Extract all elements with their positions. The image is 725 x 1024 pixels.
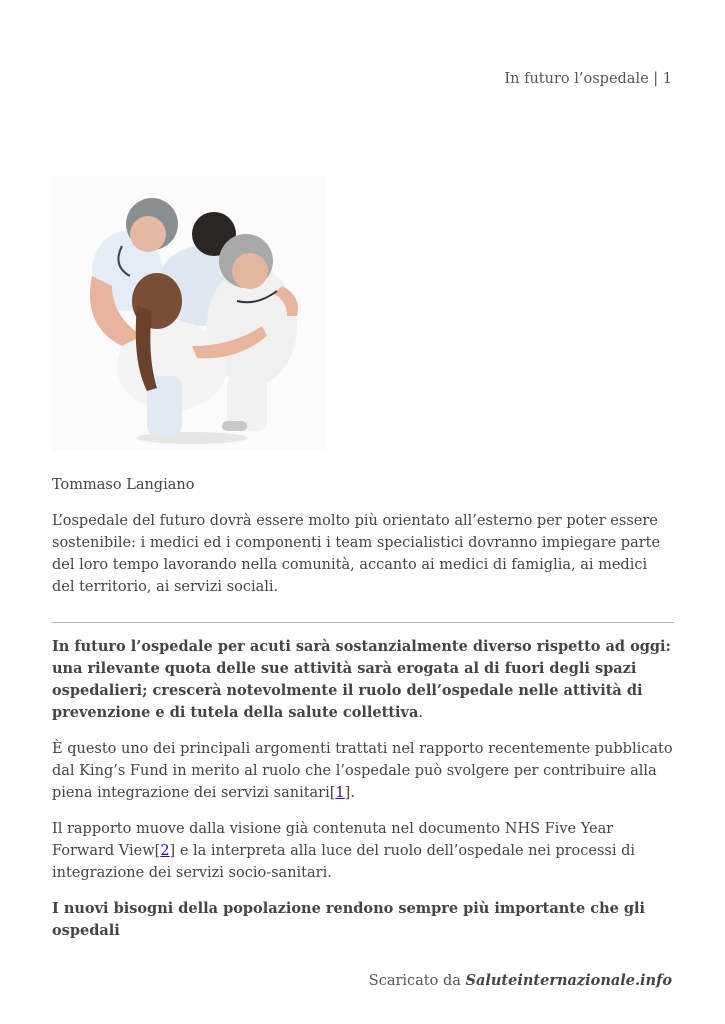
page-footer bbox=[369, 972, 672, 989]
paragraph-nhs-text: Il rapporto muove dalla visione già contenuta nel documento NHS Five Year Forward View[ bbox=[52, 821, 614, 859]
footer-prefix: Scaricato da bbox=[368, 973, 466, 989]
running-header: In futuro l’ospedale | 1 bbox=[504, 71, 672, 87]
doctors-circle-photo bbox=[52, 176, 327, 451]
article-body bbox=[52, 474, 674, 956]
lead-end: . bbox=[418, 705, 423, 721]
section-divider bbox=[52, 622, 674, 623]
paragraph-kings-fund-text: È questo uno dei principali argomenti trattati nel rapporto recentemente pubblicato dal King’s Fund in merito al ruolo che l’ospedale può svolgere per contribuire alla piena integrazione dei servizi sanitari[ bbox=[52, 741, 673, 801]
lead-bold-text: In futuro l’ospedale per acuti sarà sostanzialmente diverso rispetto ad oggi: una rilevante quota delle sue attività sarà erogata al di fuori degli spazi ospedalieri; crescerà notevolmente il ruolo dell’ospedale nelle attività di prevenzione e di tutela della salute collettiva bbox=[52, 638, 671, 721]
intro-paragraph: L’ospedale del futuro dovrà essere molto più orientato all’esterno per poter essere sostenibile: i medici ed i componenti i team specialistici dovranno impiegare parte del loro tempo lavorando nella comunità, accanto ai medici di famiglia, ai medici del territorio, ai servizi sociali. bbox=[52, 513, 661, 595]
footnote-link-1[interactable]: 1 bbox=[335, 785, 345, 801]
footer-site-name: Saluteinternazionale.info bbox=[465, 972, 672, 989]
bold-paragraph-start: I nuovi bisogni della popolazione rendono sempre più importante che gli ospedali bbox=[52, 900, 646, 939]
author-name: Tommaso Langiano bbox=[52, 477, 195, 493]
paragraph-nhs bbox=[52, 818, 674, 884]
paragraph-nhs-end: ] e la interpreta alla luce del ruolo dell’ospedale nei processi di integrazione dei servizi socio-sanitari. bbox=[52, 843, 636, 881]
paragraph-kings-fund-end: ]. bbox=[344, 785, 355, 801]
footnote-link-2[interactable]: 2 bbox=[160, 843, 170, 859]
lead-paragraph bbox=[52, 636, 674, 724]
paragraph-kings-fund bbox=[52, 738, 674, 804]
